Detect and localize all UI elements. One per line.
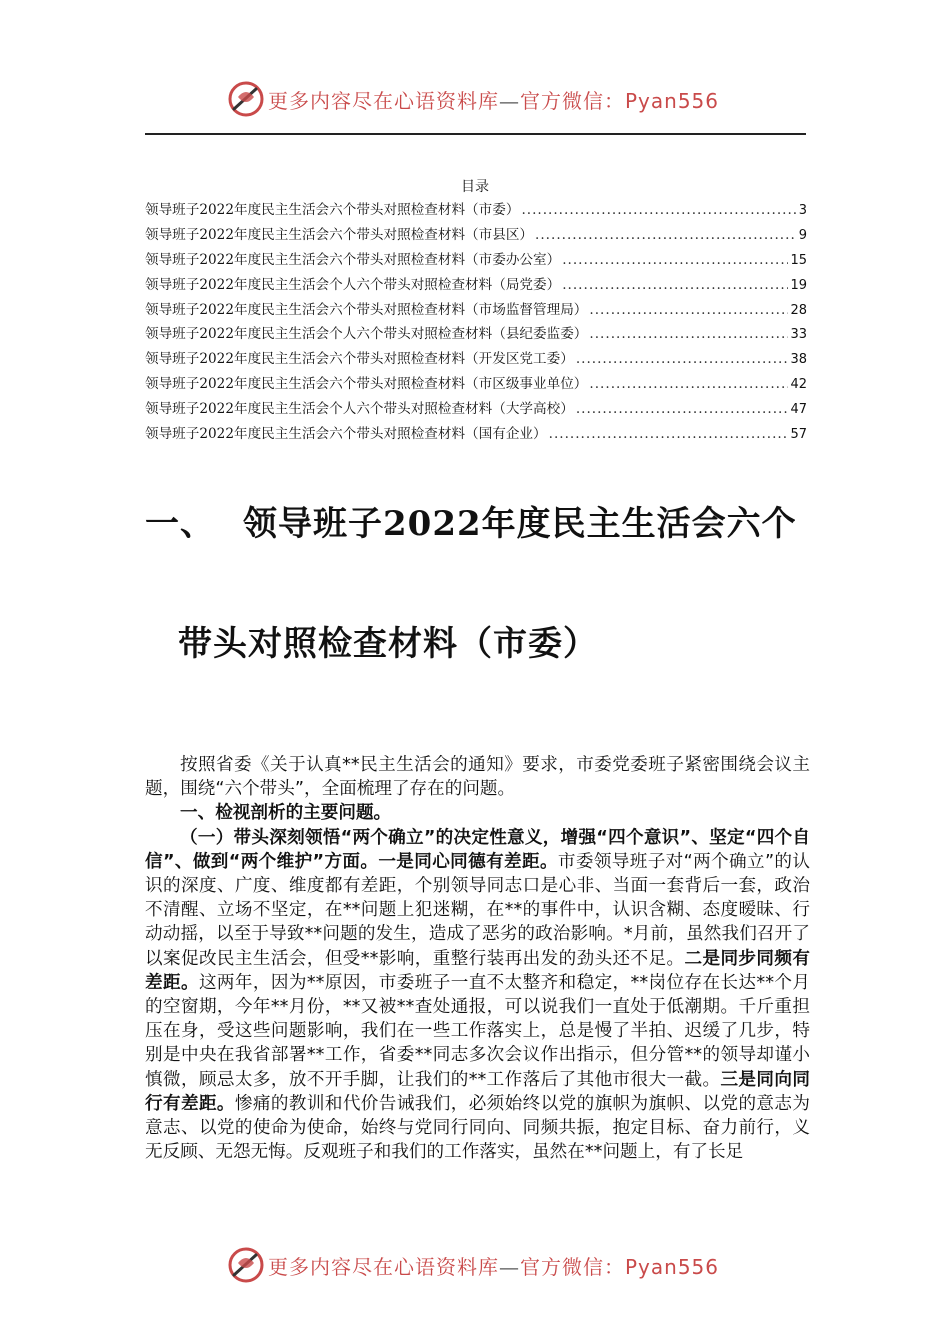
toc-entry[interactable] xyxy=(145,273,807,298)
document-body xyxy=(145,753,810,1164)
toc-entry-label: 领导班子2022年度民主生活会六个带头对照检查材料（市委） xyxy=(145,202,520,218)
point2-title: 二是同步同频有差距。 xyxy=(145,948,810,993)
toc-entry-label: 领导班子2022年度民主生活会个人六个带头对照检查材料（县纪委监委） xyxy=(145,326,588,343)
toc-entry-label: 领导班子2022年度民主生活会六个带头对照检查材料（市场监督管理局） xyxy=(145,301,588,318)
toc-entry-label: 领导班子2022年度民主生活会个人六个带头对照检查材料（大学高校） xyxy=(145,401,574,418)
toc-leader-dots xyxy=(589,376,788,392)
point1-text: 市委领导班子对“两个确立”的认识的深度、广度、维度都有差距，个别领导同志口是心非、当面一套背后一套，政治不清醒、立场不坚定，在**问题上犯迷糊，在**的事件中，认识含糊、态度暧昧、行动动摇，以至于导致**问题的发生，造成了恶劣的政治影响。*月前，虽然我们召开了以案促改民主生活会，但受**影响，重整行装再出发的劲头还不足。 xyxy=(145,851,810,969)
toc-entry-label: 领导班子2022年度民主生活会六个带头对照检查材料（开发区党工委） xyxy=(145,351,574,368)
toc-entry-label: 领导班子2022年度民主生活会六个带头对照检查材料（市县区） xyxy=(145,226,534,243)
watermark-footer xyxy=(0,1245,950,1285)
watermark-slogan: 更多内容尽在心语资料库 xyxy=(268,89,499,113)
toc-entry-page: 28 xyxy=(790,302,807,318)
toc-leader-dots xyxy=(521,202,796,218)
toc-entry[interactable] xyxy=(145,198,807,223)
toc-entry-page: 15 xyxy=(790,252,807,268)
toc-leader-dots xyxy=(589,302,788,318)
toc-leader-dots xyxy=(562,277,788,293)
toc-entry[interactable] xyxy=(145,223,807,248)
toc-entry[interactable] xyxy=(145,248,807,273)
watermark-wechat-id: Pyan556 xyxy=(625,89,720,113)
watermark-wechat-id: Pyan556 xyxy=(625,1255,720,1279)
toc-entry[interactable] xyxy=(145,322,807,347)
point3-title: 三是同向同行有差距。 xyxy=(145,1069,810,1114)
sub1-title: （一）带头深刻领悟“两个确立”的决定性意义，增强“四个意识”、坚定“四个自信”、做到“两个维护”方面。 xyxy=(145,827,810,872)
toc-entry-label: 领导班子2022年度民主生活会个人六个带头对照检查材料（局党委） xyxy=(145,276,561,293)
toc-entry-page: 3 xyxy=(798,203,807,218)
toc-entry-page: 38 xyxy=(790,352,807,368)
toc-entry-page: 57 xyxy=(790,427,807,443)
chapter-heading-line1 xyxy=(145,496,797,545)
section-heading xyxy=(145,801,810,825)
toc-leader-dots xyxy=(562,252,788,268)
brand-logo-icon xyxy=(226,1245,266,1285)
brand-logo-icon xyxy=(226,79,266,119)
watermark-contact: 官方微信： xyxy=(520,1255,625,1279)
toc-entry[interactable] xyxy=(145,372,807,397)
toc-list xyxy=(145,198,807,447)
toc-leader-dots xyxy=(589,326,788,342)
toc-entry-label: 领导班子2022年度民主生活会六个带头对照检查材料（市委办公室） xyxy=(145,251,561,268)
toc-entry[interactable] xyxy=(145,298,807,323)
toc-leader-dots xyxy=(549,426,789,442)
watermark-text-row xyxy=(268,1251,719,1280)
chapter-number: 一、 xyxy=(145,504,215,544)
toc-entry[interactable] xyxy=(145,347,807,372)
main-paragraph xyxy=(145,826,810,1165)
toc-entry-page: 33 xyxy=(790,327,807,343)
point2-text: 这两年，因为**原因，市委班子一直不太整齐和稳定，**岗位存在长达**个月的空窗期，今年**月份，**又被**查处通报，可以说我们一直处于低潮期。千斤重担压在身，受这些问题影响，我们在一些工作落实上，总是慢了半拍、迟缓了几步，特别是中央在我省部署**工作，省委**同志多次会议作出指示，但分管**的领导却谨小慎微，顾忌太多，放不开手脚，让我们的**工作落后了其他市很大一截。 xyxy=(145,972,810,1090)
intro-paragraph: 按照省委《关于认真**民主生活会的通知》要求，市委党委班子紧密围绕会议主题，围绕“六个带头”，全面梳理了存在的问题。 xyxy=(145,755,810,800)
toc-entry[interactable] xyxy=(145,422,807,447)
chapter-title-part2: 带头对照检查材料（市委） xyxy=(178,624,598,664)
watermark-separator: — xyxy=(499,89,520,113)
toc-entry-page: 47 xyxy=(790,402,807,418)
point3-text: 惨痛的教训和代价告诫我们，必须始终以党的旗帜为旗帜、以党的意志为意志、以党的使命为使命，始终与党同行同向、同频共振，抱定目标、奋力前行，义无反顾、无怨无悔。反观班子和我们的工作落实，虽然在**问题上，有了长足 xyxy=(145,1093,810,1163)
toc-leader-dots xyxy=(576,351,789,367)
toc-entry-page: 19 xyxy=(790,277,807,293)
toc-entry-page: 9 xyxy=(798,227,807,243)
header-rule xyxy=(145,133,806,135)
section1-title: 一、检视剖析的主要问题。 xyxy=(180,803,392,824)
toc-entry-label: 领导班子2022年度民主生活会六个带头对照检查材料（国有企业） xyxy=(145,426,547,443)
toc-entry-page: 42 xyxy=(790,377,807,393)
watermark-contact: 官方微信： xyxy=(520,89,625,113)
toc-entry-label: 领导班子2022年度民主生活会六个带头对照检查材料（市区级事业单位） xyxy=(145,376,588,393)
watermark-slogan: 更多内容尽在心语资料库 xyxy=(268,1255,499,1279)
toc-leader-dots xyxy=(576,401,789,417)
point1-title: 一是同心同德有差距。 xyxy=(378,851,558,872)
chapter-title-part1: 领导班子2022年度民主生活会六个 xyxy=(243,504,797,544)
watermark-separator: — xyxy=(499,1255,520,1279)
toc-title: 目录 xyxy=(461,179,489,195)
watermark-text-row xyxy=(268,85,719,114)
toc-entry[interactable] xyxy=(145,397,807,422)
toc-leader-dots xyxy=(535,227,797,243)
watermark-header xyxy=(0,79,950,119)
